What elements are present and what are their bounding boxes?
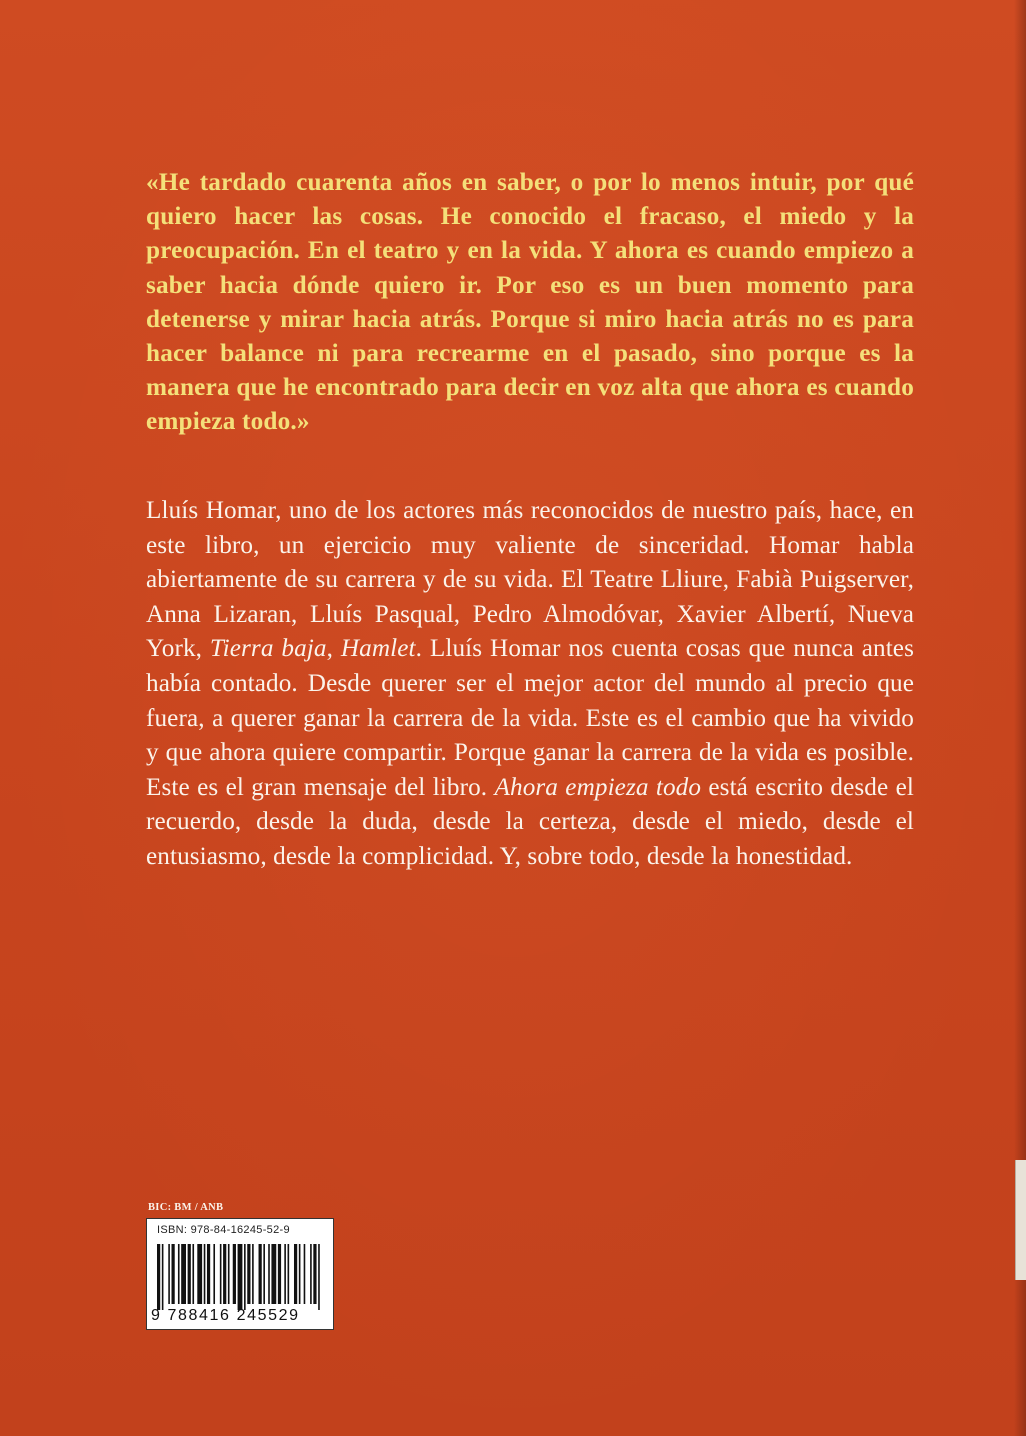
author-quote: «He tardado cuarenta años en saber, o por lo menos intuir, por qué quiero hacer las cosas. He conocido el fracaso, el miedo y la preocupación. En el teatro y en la vida. Y ahora es cuando empiezo a saber hacia dónde quiero ir. Por eso es un buen momento para detenerse y mirar hacia atrás. Porque si miro hacia atrás no es para hacer balance ni para recrearme en el pasado, sino porque es la manera que he encontrado para decir en voz alta que ahora es cuando empieza todo.» — [146, 169, 914, 436]
description-separator: , — [326, 635, 341, 663]
description-part-3: está escrito desde el recuerdo, desde la duda, desde la certeza, desde el miedo, desde el entusiasmo, desde la complicidad. Y, sobre todo, desde la honestidad. — [146, 773, 914, 870]
isbn-text: ISBN: 978-84-16245-52-9 — [157, 1224, 290, 1236]
title-tierra-baja: Tierra baja — [209, 635, 327, 663]
title-hamlet: Hamlet — [340, 635, 416, 663]
barcode-digits: 9 788416 245529 — [151, 1307, 300, 1324]
title-ahora-empieza-todo: Ahora empieza todo — [494, 773, 702, 801]
barcode-icon — [157, 1244, 323, 1310]
barcode-label — [146, 1218, 334, 1330]
bic-code: BIC: BM / ANB — [148, 1202, 224, 1213]
edge-sticker — [1015, 1160, 1026, 1280]
description-part-1: Lluís Homar, uno de los actores más reconocidos de nuestro país, hace, en este libro, un ejercicio muy valiente de sinceridad. Homar habla abiertamente de su carrera y de su vida. El Teatre Lliure, Fabià Puigserver, Anna Lizaran, Lluís Pasqual, Pedro Almodóvar, Xavier Albertí, Nueva York, — [146, 497, 914, 663]
description-part-2: . Lluís Homar nos cuenta cosas que nunca antes había contado. Desde querer ser el mejor actor del mundo al precio que fuera, a querer ganar la carrera de la vida. Este es el cambio que ha vivido y que ahora quiere compartir. Porque ganar la carrera de la vida es posible. Este es el gran mensaje del libro. — [146, 635, 914, 801]
book-description — [146, 494, 914, 875]
